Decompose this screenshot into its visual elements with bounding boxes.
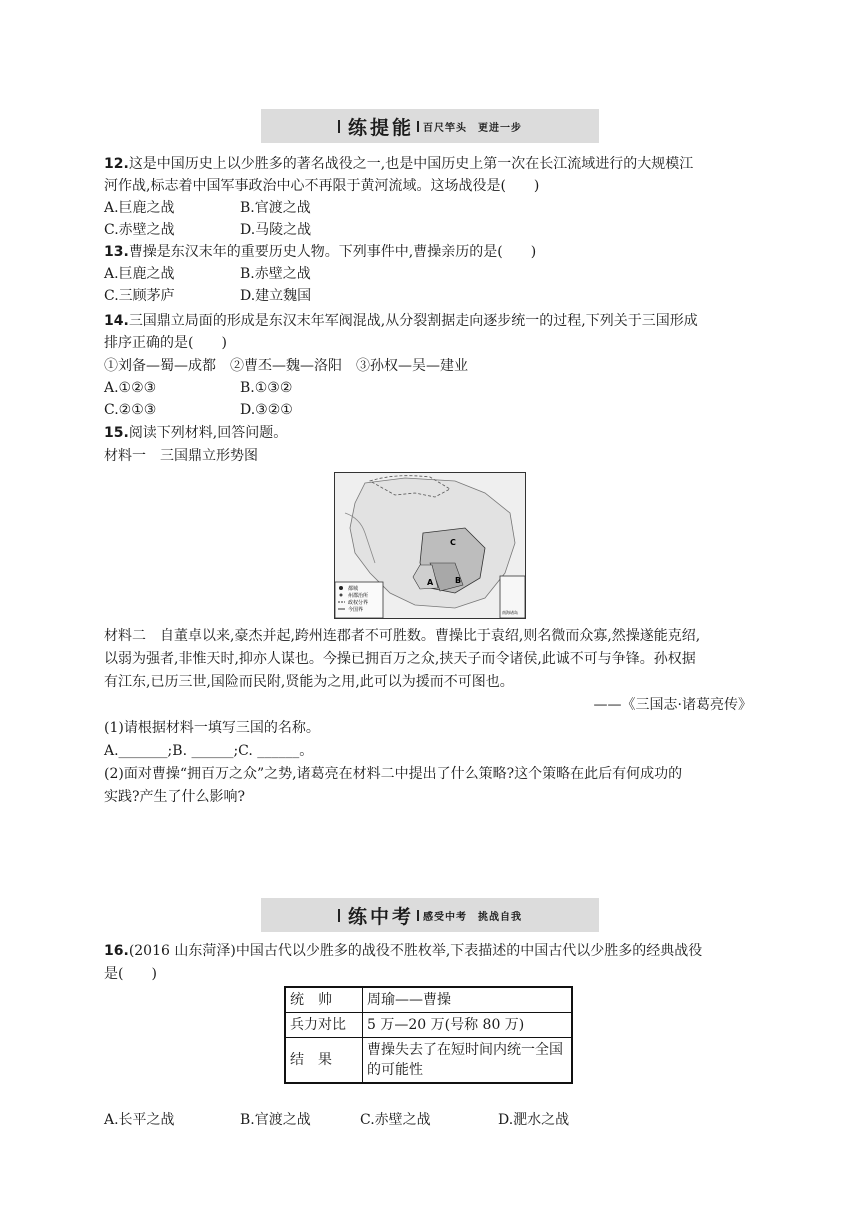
material1-label: 材料一 三国鼎立形势图 — [104, 448, 258, 464]
map-label-a: A — [427, 578, 434, 587]
table-header-cell: 统 帅 — [285, 987, 363, 1013]
q15-number: 15. — [104, 425, 129, 441]
q16-stem-line2: 是( ) — [104, 966, 157, 982]
section-banner-1 — [261, 109, 599, 143]
q15-text: 阅读下列材料,回答问题。 — [128, 425, 288, 441]
q15-sub2-line1: (2)面对曹操“拥百万之众”之势,诸葛亮在材料二中提出了什么策略?这个策略在此后有何成功的 — [104, 766, 683, 782]
q12-stem-line2: 河作战,标志着中国军事政治中心不再限于黄河流域。这场战役是( ) — [104, 178, 540, 194]
q16-number: 16. — [104, 943, 129, 959]
map-label-b: B — [455, 576, 462, 585]
q16-option-c: C.赤壁之战 — [360, 1112, 431, 1128]
material2-source: ——《三国志·诸葛亮传》 — [593, 697, 752, 713]
q13-option-c: C.三顾茅庐 — [104, 288, 175, 304]
q12-option-d: D.马陵之战 — [240, 222, 312, 238]
material2-line3: 有江东,已历三世,国险而民附,贤能为之用,此可以为援而不可图也。 — [104, 674, 514, 690]
q14-option-c: C.②①③ — [104, 402, 157, 418]
q15-sub1: (1)请根据材料一填写三国的名称。 — [104, 720, 320, 736]
q14-stem-line1 — [104, 311, 698, 331]
map-legend-capital: 都城 — [348, 586, 359, 592]
q14-stem-line2: 排序正确的是( ) — [104, 335, 227, 351]
battle-table — [284, 986, 573, 1084]
material2-line1: 材料二 自董卓以来,豪杰并起,跨州连郡者不可胜数。曹操比于袁绍,则名微而众寡,然操遂能克绍, — [104, 628, 701, 644]
map-legend-seat: 州郡治所 — [348, 593, 369, 599]
table-row — [285, 1013, 572, 1038]
q12-option-c: C.赤壁之战 — [104, 222, 175, 238]
table-header-cell: 结 果 — [285, 1038, 363, 1084]
q14-option-a: A.①②③ — [104, 380, 157, 396]
q15-sub1-blanks: A._______;B. ______;C. ______。 — [104, 743, 314, 759]
material2-line2: 以弱为强者,非惟天时,抑亦人谋也。今操已拥百万之众,挟天子而令诸侯,此诚不可与争锋。孙权据 — [104, 651, 696, 667]
q13-option-b: B.赤壁之战 — [240, 266, 311, 282]
map-label-c: C — [450, 538, 456, 547]
section-title: 练提能 — [347, 116, 414, 139]
q13-text: 曹操是东汉末年的重要历史人物。下列事件中,曹操亲历的是( ) — [128, 244, 537, 260]
q12-option-b: B.官渡之战 — [240, 200, 311, 216]
section-title: 练中考 — [347, 905, 414, 928]
q16-option-a: A.长平之战 — [104, 1112, 175, 1128]
q13-option-a: A.巨鹿之战 — [104, 266, 175, 282]
section-banner-2 — [261, 898, 599, 932]
table-value-cell: 5 万—20 万(号称 80 万) — [363, 1013, 573, 1038]
q16-text: (2016 山东菏泽)中国古代以少胜多的战役不胜枚举,下表描述的中国古代以少胜多的经典战役 — [128, 943, 703, 959]
q13-stem — [104, 242, 536, 262]
table-header-cell: 兵力对比 — [285, 1013, 363, 1038]
q14-option-b: B.①③② — [240, 380, 293, 396]
table-value-cell: 曹操失去了在短时间内统一全国的可能性 — [363, 1038, 573, 1084]
banner-bar — [417, 910, 419, 921]
banner-bar — [417, 121, 419, 132]
map-graphic — [335, 473, 525, 618]
q14-text: 三国鼎立局面的形成是东汉末年军阀混战,从分裂割据走向逐步统一的过程,下列关于三国形成 — [128, 313, 698, 329]
table-value-cell: 周瑜——曹操 — [363, 987, 573, 1013]
q15-sub2-line2: 实践?产生了什么影响? — [104, 789, 246, 805]
table-row — [285, 987, 572, 1013]
section-subtitle: 感受中考 挑战自我 — [423, 911, 522, 923]
q13-option-d: D.建立魏国 — [240, 288, 312, 304]
q16-option-d: D.淝水之战 — [498, 1112, 570, 1128]
q12-text: 这是中国历史上以少胜多的著名战役之一,也是中国历史上第一次在长江流域进行的大规模江 — [128, 156, 694, 172]
banner-bar — [338, 909, 340, 922]
q14-number: 14. — [104, 313, 129, 329]
q14-items: ①刘备—蜀—成都 ②曹丕—魏—洛阳 ③孙权—吴—建业 — [104, 358, 468, 374]
banner-bar — [338, 120, 340, 133]
table-row — [285, 1038, 572, 1084]
q12-stem-line1 — [104, 154, 693, 174]
q15-stem — [104, 423, 287, 443]
q13-number: 13. — [104, 244, 129, 260]
q12-option-a: A.巨鹿之战 — [104, 200, 175, 216]
q12-number: 12. — [104, 156, 129, 172]
map-legend-boundary: 政权分界 — [348, 600, 369, 606]
q16-stem-line1 — [104, 941, 702, 961]
q12-option-row — [104, 198, 175, 218]
three-kingdoms-map — [334, 472, 526, 619]
section-subtitle: 百尺竿头 更进一步 — [423, 122, 522, 134]
map-inset-label: 南海诸岛 — [502, 610, 518, 615]
map-legend-border: 今国界 — [348, 607, 364, 613]
q16-option-b: B.官渡之战 — [240, 1112, 311, 1128]
q14-option-d: D.③②① — [240, 402, 293, 418]
